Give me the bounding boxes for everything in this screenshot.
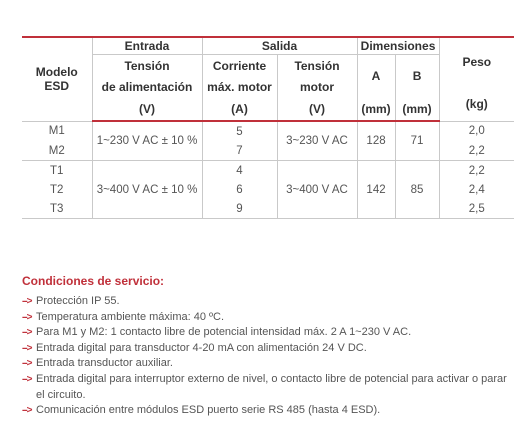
list-item [22,325,512,341]
header-corriente: Corriente [202,55,277,77]
table-row [22,121,514,141]
list-item [22,310,512,326]
list-item-text: Entrada transductor auxiliar. [36,357,173,370]
arrow-icon: --> [22,405,32,417]
header-unit-mm-a: (mm) [357,97,395,121]
list-item-text: Temperatura ambiente máxima: 40 ºC. [36,310,225,323]
cell-model: T1 [22,161,92,181]
header-peso: Peso [462,55,492,70]
header-tension-1: Tensión [92,55,202,77]
cell-model: T3 [22,199,92,219]
header-max-motor: máx. motor [202,76,277,97]
service-conditions [22,274,512,419]
header-unit-mm-b: (mm) [395,97,439,121]
cell-model: T2 [22,180,92,199]
arrow-icon: --> [22,327,32,339]
header-unit-v2: (V) [277,97,357,121]
header-motor: motor [277,76,357,97]
header-unit-a: (A) [202,97,277,121]
header-modelo: Modelo [35,65,78,80]
list-item-text: Entrada digital para interruptor externo de nivel, o contacto libre de potencial para activar o parar el circuito. [36,372,507,401]
header-kg: (kg) [465,97,488,112]
cell-peso: 2,5 [439,199,514,219]
conditions-list [22,294,512,419]
cell-model: M2 [22,141,92,161]
list-item-text: Comunicación entre módulos ESD puerto serie RS 485 (hasta 4 ESD). [36,404,381,417]
arrow-icon: --> [22,311,32,323]
table-row [22,161,514,181]
header-tension-2: Tensión [277,55,357,77]
cell-salida: 3~400 V AC [277,161,357,219]
cell-corriente: 4 [202,161,277,181]
cell-dim-b: 85 [395,161,439,219]
conditions-title: Condiciones de servicio: [22,274,165,288]
cell-entrada: 1~230 V AC ± 10 % [92,121,202,161]
header-dim-b: B [395,55,439,98]
cell-dim-a: 142 [357,161,395,219]
list-item [22,341,512,357]
header-salida: Salida [202,37,357,55]
spec-table [22,36,514,219]
cell-dim-b: 71 [395,121,439,161]
header-peso-cell [439,37,514,121]
cell-corriente: 6 [202,180,277,199]
header-alimentacion: de alimentación [92,76,202,97]
arrow-icon: --> [22,296,32,307]
header-esd: ESD [44,79,70,94]
list-item [22,403,512,419]
list-item-text: Protección IP 55. [36,295,120,307]
header-model [22,37,92,121]
list-item-text: Entrada digital para transductor 4-20 mA con alimentación 24 V DC. [36,341,367,354]
list-item [22,294,512,310]
list-item-text: Para M1 y M2: 1 contacto libre de potencial intensidad máx. 2 A 1~230 V AC. [36,326,412,339]
header-row-1 [22,37,514,55]
cell-entrada: 3~400 V AC ± 10 % [92,161,202,219]
list-item [22,372,512,403]
arrow-icon: --> [22,358,32,370]
cell-corriente: 5 [202,121,277,141]
cell-corriente: 7 [202,141,277,161]
cell-dim-a: 128 [357,121,395,161]
header-unit-v1: (V) [92,97,202,121]
header-dim-a: A [357,55,395,98]
cell-peso: 2,2 [439,161,514,181]
header-dimensiones: Dimensiones [357,37,439,55]
header-entrada: Entrada [92,37,202,55]
cell-salida: 3~230 V AC [277,121,357,161]
cell-corriente: 9 [202,199,277,219]
arrow-icon: --> [22,373,32,385]
cell-model: M1 [22,121,92,141]
cell-peso: 2,0 [439,121,514,141]
list-item [22,356,512,372]
cell-peso: 2,2 [439,141,514,161]
arrow-icon: --> [22,342,32,354]
cell-peso: 2,4 [439,180,514,199]
